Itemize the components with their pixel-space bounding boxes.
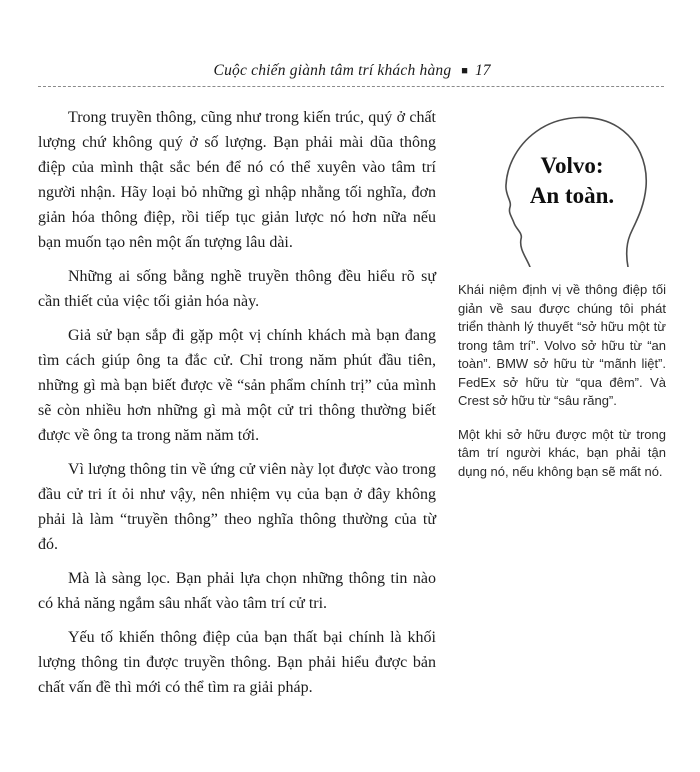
- body-paragraph: Yếu tố khiến thông điệp của bạn thất bại chính là khối lượng thông tin được truyền thông. Bạn phải hiểu được bản chất vấn đề thì mới có thể tìm ra giải pháp.: [38, 629, 436, 696]
- page-content: [38, 105, 666, 709]
- body-paragraph: Vì lượng thông tin về ứng cử viên này lọt được vào trong đầu cử tri ít ỏi như vậy, nên nhiệm vụ của bạn ở đây không phải là làm “truyền thông” theo nghĩa thông thường của từ đó.: [38, 461, 436, 553]
- margin-note: Khái niệm định vị về thông điệp tối giản về sau được chúng tôi phát triển thành lý thuyết “sở hữu một từ trong tâm trí”. Volvo sở hữu từ “an toàn”. BMW sở hữu từ “mãnh liệt”. FedEx sở hữu từ “qua đêm”. Và Crest sở hữu từ “sâu răng”.: [458, 282, 666, 408]
- head-label-line2: An toàn.: [529, 183, 615, 208]
- running-header-title: Cuộc chiến giành tâm trí khách hàng: [213, 62, 452, 79]
- body-text-column: [38, 105, 436, 709]
- running-header: [72, 62, 632, 80]
- header-divider: [38, 86, 664, 87]
- head-silhouette-figure: [474, 107, 656, 267]
- body-paragraph: Giả sử bạn sắp đi gặp một vị chính khách mà bạn đang tìm cách giúp ông ta đắc cử. Chỉ trong năm phút đầu tiên, những gì mà bạn biết được về “sản phẩm chính trị” của mình sẽ còn nhiều hơn những gì mà một cử tri thông thường biết được về ông ta trong năm năm tới.: [38, 327, 436, 444]
- square-bullet-icon: ■: [461, 65, 468, 77]
- margin-notes-column: [436, 105, 666, 709]
- margin-note: Một khi sở hữu được một từ trong tâm trí người khác, bạn phải tận dụng nó, nếu không bạn sẽ mất nó.: [458, 426, 666, 479]
- page-number: 17: [474, 62, 491, 79]
- head-label: [488, 151, 656, 211]
- body-paragraph: Mà là sàng lọc. Bạn phải lựa chọn những thông tin nào có khả năng ngắm sâu nhất vào tâm trí cử tri.: [38, 570, 436, 612]
- body-paragraph: Trong truyền thông, cũng như trong kiến trúc, quý ở chất lượng chứ không quý ở số lượng. Bạn phải mài dũa thông điệp của mình thật sắc bén để nó có thể xuyên vào tâm trí người nhận. Hãy loại bỏ những gì nhập nhằng tối nghĩa, đơn giản hóa thông điệp, rồi tiếp tục giản lược nó hơn nữa nếu bạn muốn tạo nên một ấn tượng lâu dài.: [38, 109, 436, 251]
- body-paragraph: Những ai sống bằng nghề truyền thông đều hiểu rõ sự cần thiết của việc tối giản hóa này.: [38, 268, 436, 310]
- head-label-line1: Volvo:: [540, 153, 604, 178]
